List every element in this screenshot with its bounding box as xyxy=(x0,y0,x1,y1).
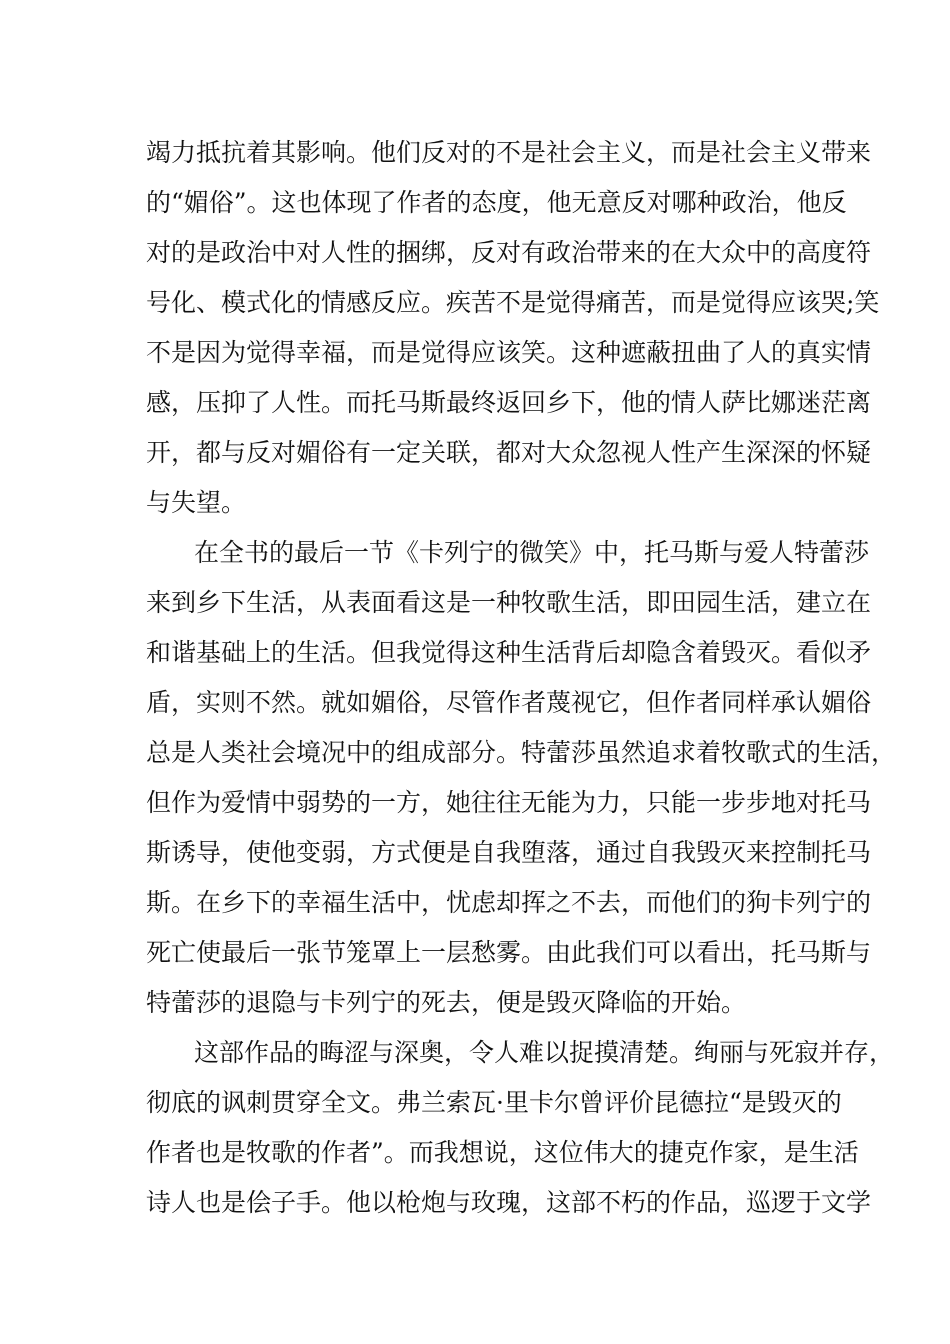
paragraph-2 xyxy=(146,528,897,1028)
text-line: 死亡使最后一张节笼罩上一层愁雾。由此我们可以看出，托马斯与 xyxy=(146,938,872,967)
paragraph-1 xyxy=(146,128,880,528)
text-line: 盾，实则不然。就如媚俗，尽管作者蔑视它，但作者同样承认媚俗 xyxy=(146,688,872,717)
text-line: 号化、模式化的情感反应。疾苦不是觉得痛苦，而是觉得应该哭;笑 xyxy=(146,288,880,317)
text-line: 的“媚俗”。这也体现了作者的态度，他无意反对哪种政治，他反 xyxy=(146,188,847,217)
text-line: 这部作品的晦涩与深奥，令人难以捉摸清楚。绚丽与死寂并存， xyxy=(194,1038,895,1067)
text-line: 但作为爱情中弱势的一方，她往往无能为力，只能一步步地对托马 xyxy=(146,788,872,817)
text-line: 和谐基础上的生活。但我觉得这种生活背后却隐含着毁灭。看似矛 xyxy=(146,638,872,667)
text-line: 总是人类社会境况中的组成部分。特蕾莎虽然追求着牧歌式的生活， xyxy=(146,738,897,767)
paragraph-3 xyxy=(146,1028,895,1228)
text-line: 彻底的讽刺贯穿全文。弗兰索瓦·里卡尔曾评价昆德拉“是毁灭的 xyxy=(146,1088,842,1117)
text-line: 竭力抵抗着其影响。他们反对的不是社会主义，而是社会主义带来 xyxy=(146,138,872,167)
text-line: 斯诱导，使他变弱，方式便是自我堕落，通过自我毁灭来控制托马 xyxy=(146,838,872,867)
text-line: 特蕾莎的退隐与卡列宁的死去，便是毁灭降临的开始。 xyxy=(146,988,747,1017)
text-line: 斯。在乡下的幸福生活中，忧虑却挥之不去，而他们的狗卡列宁的 xyxy=(146,888,872,917)
text-line: 开，都与反对媚俗有一定关联，都对大众忽视人性产生深深的怀疑 xyxy=(146,438,872,467)
text-line: 诗人也是侩子手。他以枪炮与玫瑰，这部不朽的作品，巡逻于文学 xyxy=(146,1188,872,1217)
text-line: 在全书的最后一节《卡列宁的微笑》中，托马斯与爱人特蕾莎 xyxy=(194,538,870,567)
text-line: 对的是政治中对人性的捆绑，反对有政治带来的在大众中的高度符 xyxy=(146,238,872,267)
document-body xyxy=(146,128,897,1228)
text-line: 不是因为觉得幸福，而是觉得应该笑。这种遮蔽扭曲了人的真实情 xyxy=(146,338,872,367)
text-line: 感，压抑了人性。而托马斯最终返回乡下，他的情人萨比娜迷茫离 xyxy=(146,388,872,417)
text-line: 与失望。 xyxy=(146,488,247,517)
text-line: 作者也是牧歌的作者”。而我想说，这位伟大的捷克作家，是生活 xyxy=(146,1138,859,1167)
text-line: 来到乡下生活，从表面看这是一种牧歌生活，即田园生活，建立在 xyxy=(146,588,872,617)
